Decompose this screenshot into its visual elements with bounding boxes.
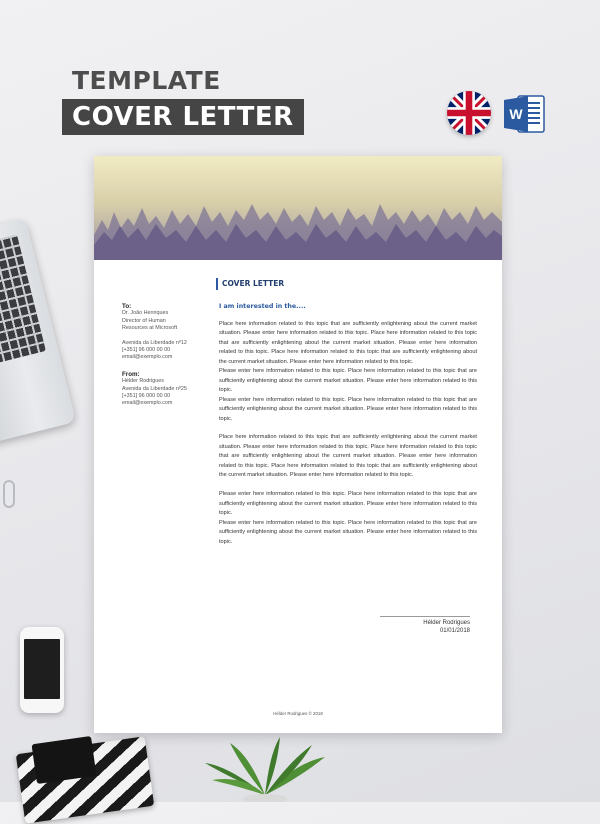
body-paragraph: Please enter here information related to this topic. Place here information related to this topic that are sufficiently enlightening about the current market situation. Please enter here information related to this topic. (219, 491, 477, 517)
signature-date: 01/01/2018 (439, 628, 470, 634)
address-sidebar (122, 303, 212, 408)
potted-plant-prop (200, 735, 330, 802)
forest-banner-image (94, 156, 502, 260)
notebook-cover-prop (32, 736, 97, 784)
to-address-line: email@exemplo.com (122, 354, 173, 361)
body-paragraph: Place here information related to this topic that are sufficiently enlightening about the current market situation. Please enter here information related to this topic. Place here information related to this topic that are sufficiently enlightening about the current market situation. Please enter here information related to this topic. Place here information related to this topic that are sufficiently enlightening about the current market situation. Please enter here information related to this topic. (219, 434, 477, 479)
title-accent-bar (216, 278, 218, 290)
letter-subject: I am interested in the.... (219, 303, 306, 310)
to-address-line: Avenida da Liberdade nº12 (122, 339, 187, 346)
signature-line (380, 616, 470, 617)
body-paragraph: Please enter here information related to this topic. Place here information related to this topic that are sufficiently enlightening about the current market situation. Please enter here information related to this topic. (219, 368, 477, 394)
cover-letter-title-banner: COVER LETTER (62, 99, 304, 135)
template-label: TEMPLATE (72, 66, 221, 95)
body-paragraph: Place here information related to this topic that are sufficiently enlightening about the current market situation. Please enter here information related to this topic. Place here information related to this topic that are sufficiently enlightening about the current market situation. Please enter here information related to this topic. Place here information related to this topic that are sufficiently enlightening about the current market situation. Please enter here information related to this topic. (219, 321, 477, 365)
uk-flag-icon (447, 91, 491, 135)
signature-name: Hélder Rodrigues (423, 620, 470, 626)
from-line: Hélder Rodrigues (122, 378, 164, 385)
document-footer: Hélder Rodrigues © 2018 (273, 711, 323, 716)
smartphone-prop (20, 627, 64, 713)
to-line: Director of Human (122, 317, 166, 324)
cover-letter-document (94, 156, 502, 733)
word-icon-letter: W (509, 106, 523, 122)
laptop-prop (0, 218, 76, 444)
from-line: email@exemplo.com (122, 400, 173, 407)
to-address-line: [+351] 96 000 00 00 (122, 347, 171, 354)
from-line: Avenida da Liberdade nº25 (122, 385, 187, 392)
from-label: From: (122, 370, 140, 378)
to-label: To: (122, 303, 132, 310)
letter-body (219, 303, 477, 547)
body-paragraph: Please enter here information related to this topic. Place here information related to this topic that are sufficiently enlightening about the current market situation. Please enter here information related to this topic. (219, 519, 477, 545)
smartphone-screen (24, 639, 60, 699)
document-title: COVER LETTER (222, 279, 285, 288)
word-document-icon (502, 92, 546, 136)
body-paragraph: Please enter here information related to this topic. Place here information related to this topic that are sufficiently enlightening about the current market situation. Please enter here information related to this topic. (219, 396, 477, 422)
to-line: Resources at Microsoft (122, 325, 178, 332)
paperclip-prop (3, 480, 15, 508)
to-line: Dr. João Henriques (122, 310, 169, 317)
laptop-keyboard (0, 234, 46, 365)
from-line: [+351] 96 000 00 00 (122, 393, 171, 400)
